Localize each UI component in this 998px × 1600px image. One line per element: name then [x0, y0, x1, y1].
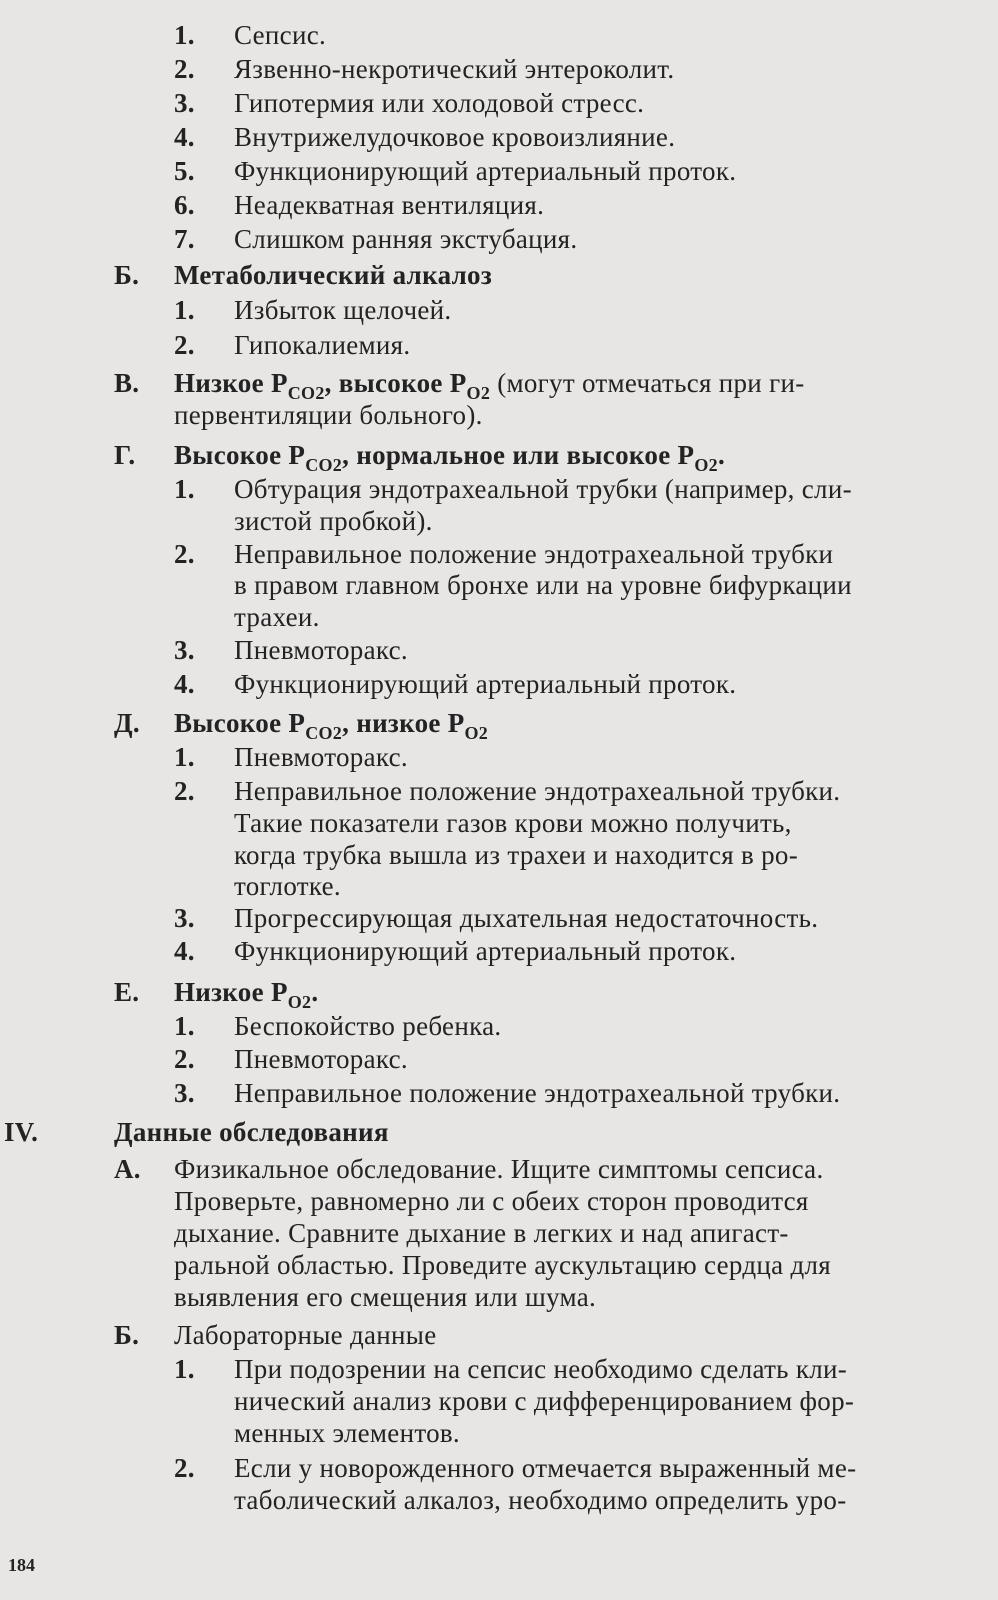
- section-heading: Низкое $P_{CO2}$, высокое $P_{O2}$ (могут отмечаться при ги-: [174, 368, 805, 403]
- section-letter: Г.: [114, 440, 136, 470]
- list-number: 2.: [174, 539, 195, 569]
- list-item: Язвенно-некротический энтероколит.: [234, 54, 675, 84]
- list-number: 4.: [174, 122, 195, 152]
- paragraph-line: Проверьте, равномерно ли с обеих сторон проводится: [174, 1186, 809, 1216]
- section-heading: Метаболический алкалоз: [174, 260, 493, 290]
- list-item-continued: Такие показатели газов крови можно получить,: [234, 808, 792, 838]
- list-item: Пневмоторакс.: [234, 635, 408, 665]
- section-letter: В.: [114, 368, 140, 398]
- list-number: 3.: [174, 635, 195, 665]
- list-number: 2.: [174, 1453, 195, 1483]
- paragraph-line: ральной областью. Проведите аускультацию сердца для: [174, 1250, 832, 1280]
- section-letter: Б.: [114, 1320, 140, 1350]
- list-item-continued: тоглотке.: [234, 871, 341, 901]
- list-number: 1.: [174, 742, 195, 772]
- list-item: Функционирующий артериальный проток.: [234, 936, 737, 966]
- list-item-continued: менных элементов.: [234, 1418, 460, 1448]
- list-item-continued: когда трубка вышла из трахеи и находится в ро-: [234, 840, 799, 870]
- list-item: Слишком ранняя экстубация.: [234, 224, 578, 254]
- section-letter: Б.: [114, 260, 140, 290]
- list-item: При подозрении на сепсис необходимо сделать кли-: [234, 1354, 848, 1384]
- list-item-continued: нический анализ крови с дифференцированием фор-: [234, 1386, 855, 1416]
- list-item: Неправильное положение эндотрахеальной трубки: [234, 539, 834, 569]
- list-number: 4.: [174, 669, 195, 699]
- list-number: 2.: [174, 776, 195, 806]
- list-number: 2.: [174, 330, 195, 360]
- list-item: Гипотермия или холодовой стресс.: [234, 88, 645, 118]
- list-number: 2.: [174, 54, 195, 84]
- list-item: Внутрижелудочковое кровоизлияние.: [234, 122, 676, 152]
- list-number: 1.: [174, 295, 195, 325]
- chapter-heading: Данные обследования: [114, 1117, 389, 1147]
- section-letter: А.: [114, 1154, 141, 1184]
- list-number: 3.: [174, 903, 195, 933]
- list-number: 5.: [174, 156, 195, 186]
- list-item: Неправильное положение эндотрахеальной трубки.: [234, 1078, 841, 1108]
- section-heading: Низкое $P_{O2}$.: [174, 977, 319, 1012]
- section-heading-continued: первентиляции больного).: [174, 400, 483, 430]
- section-heading: Лабораторные данные: [174, 1320, 437, 1350]
- paragraph-line: выявления его смещения или шума.: [174, 1282, 597, 1312]
- list-item: Пневмоторакс.: [234, 742, 408, 772]
- list-number: 1.: [174, 20, 195, 50]
- chapter-number: IV.: [4, 1117, 39, 1147]
- paragraph-line: Физикальное обследование. Ищите симптомы сепсиса.: [174, 1154, 824, 1184]
- list-item-continued: зистой пробкой).: [234, 506, 433, 536]
- list-item-continued: трахеи.: [234, 602, 320, 632]
- list-number: 1.: [174, 474, 195, 504]
- list-item: Функционирующий артериальный проток.: [234, 669, 737, 699]
- section-heading: Высокое $P_{CO2}$, низкое $P_{O2}$: [174, 708, 489, 743]
- section-letter: Д.: [114, 708, 140, 738]
- list-item: Если у новорожденного отмечается выраженный ме-: [234, 1453, 857, 1483]
- list-item: Обтурация эндотрахеальной трубки (например, сли-: [234, 474, 852, 504]
- list-item-continued: в правом главном бронхе или на уровне бифуркации: [234, 570, 852, 600]
- list-item: Неправильное положение эндотрахеальной трубки.: [234, 776, 841, 806]
- list-item: Прогрессирующая дыхательная недостаточность.: [234, 903, 819, 933]
- list-item: Беспокойство ребенка.: [234, 1011, 502, 1041]
- list-item: Гипокалиемия.: [234, 330, 411, 360]
- list-item: Неадекватная вентиляция.: [234, 190, 545, 220]
- list-item-continued: таболический алкалоз, необходимо определить уро-: [234, 1485, 847, 1515]
- section-letter: Е.: [114, 977, 140, 1007]
- list-number: 3.: [174, 1078, 195, 1108]
- paragraph-line: дыхание. Сравните дыхание в легких и над апигаст-: [174, 1218, 789, 1248]
- list-number: 2.: [174, 1044, 195, 1074]
- list-number: 7.: [174, 224, 195, 254]
- page-number: 184: [8, 1555, 35, 1575]
- list-number: 1.: [174, 1011, 195, 1041]
- section-heading: Высокое $P_{CO2}$, нормальное или высокое $P_{O2}$.: [174, 440, 725, 475]
- list-number: 4.: [174, 936, 195, 966]
- list-item: Функционирующий артериальный проток.: [234, 156, 737, 186]
- list-number: 6.: [174, 190, 195, 220]
- list-item: Сепсис.: [234, 20, 327, 50]
- list-item: Избыток щелочей.: [234, 295, 452, 325]
- list-number: 3.: [174, 88, 195, 118]
- list-item: Пневмоторакс.: [234, 1044, 408, 1074]
- list-number: 1.: [174, 1354, 195, 1384]
